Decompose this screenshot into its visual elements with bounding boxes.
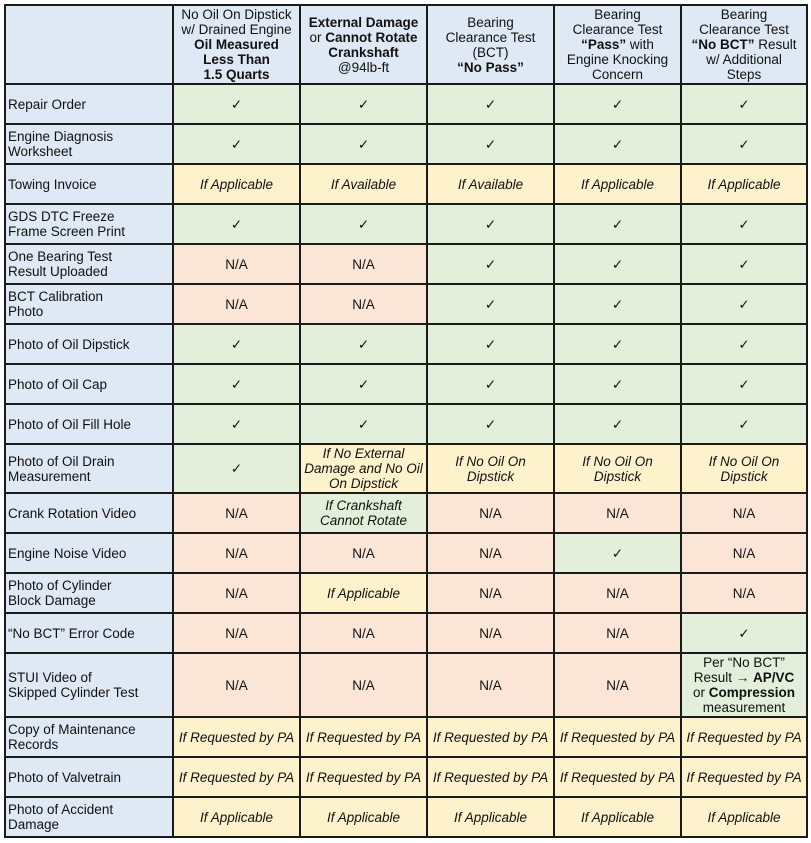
na-cell: N/A — [300, 244, 427, 284]
checkmark-icon: ✓ — [554, 404, 681, 444]
checkmark-icon: ✓ — [681, 404, 807, 444]
conditional-cell: If Applicable — [173, 797, 300, 837]
header-no-bct-result — [681, 5, 807, 84]
row-label-text: STUI Video of — [8, 670, 92, 685]
conditional-cell: If Requested by PA — [427, 717, 554, 757]
header-text-part: “No BCT” — [691, 37, 755, 52]
header-text — [557, 37, 678, 52]
table-row — [5, 613, 807, 653]
cell-text-part: Result → — [693, 670, 753, 685]
conditional-cell: If Applicable — [554, 164, 681, 204]
header-text: (BCT) — [472, 44, 509, 60]
table-body — [5, 84, 807, 837]
row-label — [5, 493, 173, 533]
row-label-text: Photo of Accident — [8, 802, 114, 817]
na-cell: N/A — [681, 493, 807, 533]
conditional-cell: If Available — [427, 164, 554, 204]
conditional-cell: If Requested by PA — [300, 757, 427, 797]
checkmark-icon: ✓ — [427, 284, 554, 324]
row-label-text: Photo of Oil Cap — [8, 376, 108, 392]
checkmark-icon: ✓ — [681, 364, 807, 404]
conditional-cell: If Applicable — [173, 164, 300, 204]
table-row — [5, 533, 807, 573]
cell-text-part: Per “No BCT” — [703, 655, 785, 670]
row-label-text: Photo of Oil Fill Hole — [8, 416, 132, 432]
checkmark-icon: ✓ — [427, 364, 554, 404]
na-cell: N/A — [300, 613, 427, 653]
row-label-text: Photo of Valvetrain — [8, 769, 122, 785]
conditional-cell: If Requested by PA — [173, 757, 300, 797]
table-row — [5, 84, 807, 124]
na-cell: N/A — [173, 284, 300, 324]
row-label — [5, 84, 173, 124]
row-label — [5, 404, 173, 444]
row-label-text: BCT Calibration — [8, 289, 104, 304]
na-cell: N/A — [300, 284, 427, 324]
na-cell: N/A — [173, 653, 300, 717]
cell-text-part: or — [692, 685, 709, 700]
na-cell: N/A — [681, 573, 807, 613]
checkmark-icon: ✓ — [300, 204, 427, 244]
header-external-damage — [300, 5, 427, 84]
conditional-cell: If No External Damage and No Oil On Dipstick — [300, 444, 427, 493]
cell-text-part: measurement — [702, 700, 786, 715]
header-no-oil-on-dipstick — [173, 5, 300, 84]
na-cell: N/A — [173, 533, 300, 573]
table-row — [5, 404, 807, 444]
checkmark-icon: ✓ — [554, 124, 681, 164]
row-label — [5, 204, 173, 244]
table-row — [5, 364, 807, 404]
conditional-cell: If Requested by PA — [554, 717, 681, 757]
cell-text — [684, 685, 804, 700]
row-label — [5, 284, 173, 324]
table-row — [5, 717, 807, 757]
table-row — [5, 244, 807, 284]
header-text: @94lb-ft — [337, 59, 390, 75]
checkmark-icon: ✓ — [427, 204, 554, 244]
table-row — [5, 444, 807, 493]
row-label — [5, 613, 173, 653]
row-label — [5, 124, 173, 164]
checkmark-icon: ✓ — [681, 124, 807, 164]
table-row — [5, 797, 807, 837]
conditional-cell: If Applicable — [554, 797, 681, 837]
table-row — [5, 757, 807, 797]
checkmark-icon: ✓ — [427, 244, 554, 284]
header-text: Bearing — [720, 7, 768, 22]
na-cell: N/A — [554, 573, 681, 613]
conditional-cell: If Applicable — [300, 573, 427, 613]
row-label-text: Towing Invoice — [8, 176, 97, 192]
checkmark-icon: ✓ — [681, 204, 807, 244]
header-text-part: “Pass” — [581, 37, 627, 52]
table-row — [5, 324, 807, 364]
header-text-part: or — [309, 29, 326, 45]
checkmark-icon: ✓ — [173, 84, 300, 124]
header-text: Steps — [726, 67, 762, 82]
checkmark-icon: ✓ — [173, 124, 300, 164]
checkmark-icon: ✓ — [300, 364, 427, 404]
row-label-text: Engine Noise Video — [8, 545, 127, 561]
checkmark-icon: ✓ — [300, 404, 427, 444]
corner-cell — [5, 5, 173, 84]
header-text-part: Cannot Rotate — [325, 29, 418, 45]
na-cell: N/A — [554, 493, 681, 533]
table-row — [5, 124, 807, 164]
row-label-text: Result Uploaded — [8, 264, 108, 279]
row-label-text: Photo of Oil Drain — [8, 453, 115, 469]
row-label-text: GDS DTC Freeze — [8, 209, 115, 224]
row-label-text: Engine Diagnosis — [8, 129, 114, 144]
na-cell: N/A — [427, 533, 554, 573]
table-row — [5, 653, 807, 717]
na-cell: N/A — [300, 653, 427, 717]
checkmark-icon: ✓ — [173, 444, 300, 493]
cell-text-part: Compression — [708, 685, 796, 700]
row-label-text: Crank Rotation Video — [8, 505, 137, 521]
header-text: Clearance Test — [572, 22, 663, 37]
row-label-text: Copy of Maintenance — [8, 722, 136, 737]
row-label — [5, 244, 173, 284]
row-label-text: Damage — [8, 817, 60, 832]
header-text: w/ Additional — [706, 52, 782, 67]
row-label-text: Photo — [8, 304, 44, 319]
row-label — [5, 324, 173, 364]
header-text: w/ Drained Engine — [181, 22, 292, 37]
na-cell: N/A — [173, 573, 300, 613]
row-label-text: One Bearing Test — [8, 249, 113, 264]
row-label — [5, 164, 173, 204]
checkmark-icon: ✓ — [427, 84, 554, 124]
conditional-cell: If Available — [300, 164, 427, 204]
row-label — [5, 573, 173, 613]
conditional-cell: If No Oil On Dipstick — [427, 444, 554, 493]
header-text: External Damage — [308, 14, 419, 30]
header-text: Crankshaft — [328, 44, 399, 60]
row-label-text: Repair Order — [8, 96, 87, 112]
row-label-text: Worksheet — [8, 144, 73, 159]
checkmark-icon: ✓ — [681, 284, 807, 324]
row-label — [5, 653, 173, 717]
conditional-cell: If Requested by PA — [300, 717, 427, 757]
conditional-cell: If Requested by PA — [173, 717, 300, 757]
checkmark-icon: ✓ — [427, 124, 554, 164]
checkmark-icon: ✓ — [681, 324, 807, 364]
conditional-cell: If Crankshaft Cannot Rotate — [300, 493, 427, 533]
row-label-text: Skipped Cylinder Test — [8, 685, 139, 700]
row-label — [5, 757, 173, 797]
conditional-cell: If Applicable — [300, 797, 427, 837]
checkmark-icon: ✓ — [681, 613, 807, 653]
checkmark-icon: ✓ — [554, 364, 681, 404]
checkmark-icon: ✓ — [554, 84, 681, 124]
header-text: 1.5 Quarts — [203, 67, 270, 82]
header-text: Less Than — [203, 52, 270, 67]
row-label — [5, 717, 173, 757]
header-text: Engine Knocking — [566, 52, 669, 67]
na-cell: N/A — [427, 573, 554, 613]
row-label-text: Photo of Oil Dipstick — [8, 336, 130, 352]
checkmark-icon: ✓ — [554, 204, 681, 244]
conditional-cell: If Requested by PA — [554, 757, 681, 797]
header-text-part: Result — [754, 37, 797, 52]
checkmark-icon: ✓ — [681, 84, 807, 124]
header-text: Bearing — [594, 7, 641, 22]
checkmark-icon: ✓ — [300, 124, 427, 164]
conditional-cell: If Applicable — [681, 164, 807, 204]
na-cell: N/A — [427, 493, 554, 533]
row-label-text: Photo of Cylinder — [8, 578, 112, 593]
checkmark-icon: ✓ — [554, 324, 681, 364]
checkmark-icon: ✓ — [554, 244, 681, 284]
stui-requirement-cell — [681, 653, 807, 717]
row-label — [5, 364, 173, 404]
row-label-text: Block Damage — [8, 593, 96, 608]
checkmark-icon: ✓ — [173, 324, 300, 364]
na-cell: N/A — [681, 533, 807, 573]
row-label-text: “No BCT” Error Code — [8, 625, 135, 641]
cell-text — [684, 655, 804, 670]
row-label — [5, 533, 173, 573]
row-label-text: Measurement — [8, 468, 91, 484]
conditional-cell: If Requested by PA — [681, 757, 807, 797]
conditional-cell: If No Oil On Dipstick — [554, 444, 681, 493]
na-cell: N/A — [427, 613, 554, 653]
header-bct-no-pass — [427, 5, 554, 84]
conditional-cell: If Applicable — [427, 797, 554, 837]
cell-text — [684, 670, 804, 685]
row-label — [5, 444, 173, 493]
checkmark-icon: ✓ — [554, 284, 681, 324]
header-text — [303, 30, 424, 45]
requirements-table — [4, 4, 808, 838]
table-row — [5, 204, 807, 244]
header-row — [5, 5, 807, 84]
na-cell: N/A — [554, 613, 681, 653]
na-cell: N/A — [173, 493, 300, 533]
header-text: No Oil On Dipstick — [181, 7, 292, 22]
na-cell: N/A — [554, 653, 681, 717]
header-text: Clearance Test — [699, 22, 789, 37]
na-cell: N/A — [173, 244, 300, 284]
conditional-cell: If No Oil On Dipstick — [681, 444, 807, 493]
conditional-cell: If Applicable — [681, 797, 807, 837]
checkmark-icon: ✓ — [300, 84, 427, 124]
checkmark-icon: ✓ — [173, 204, 300, 244]
checkmark-icon: ✓ — [681, 244, 807, 284]
header-text — [684, 37, 804, 52]
na-cell: N/A — [427, 653, 554, 717]
header-text-part: with — [626, 37, 654, 52]
checkmark-icon: ✓ — [427, 324, 554, 364]
header-text: “No Pass” — [457, 59, 524, 75]
na-cell: N/A — [173, 613, 300, 653]
checkmark-icon: ✓ — [554, 533, 681, 573]
checkmark-icon: ✓ — [300, 324, 427, 364]
conditional-cell: If Requested by PA — [681, 717, 807, 757]
checkmark-icon: ✓ — [427, 404, 554, 444]
header-text: Concern — [591, 67, 644, 82]
conditional-cell: If Requested by PA — [427, 757, 554, 797]
cell-text — [684, 700, 804, 715]
table-row — [5, 493, 807, 533]
table-row — [5, 284, 807, 324]
na-cell: N/A — [300, 533, 427, 573]
header-bct-pass-knocking — [554, 5, 681, 84]
table-row — [5, 164, 807, 204]
row-label — [5, 797, 173, 837]
header-text: Clearance Test — [445, 29, 536, 45]
checkmark-icon: ✓ — [173, 364, 300, 404]
cell-text-part: AP/VC — [753, 670, 795, 685]
row-label-text: Frame Screen Print — [8, 224, 126, 239]
header-text: Bearing — [467, 14, 514, 30]
header-text: Oil Measured — [194, 37, 279, 52]
row-label-text: Records — [8, 737, 59, 752]
table-row — [5, 573, 807, 613]
checkmark-icon: ✓ — [173, 404, 300, 444]
